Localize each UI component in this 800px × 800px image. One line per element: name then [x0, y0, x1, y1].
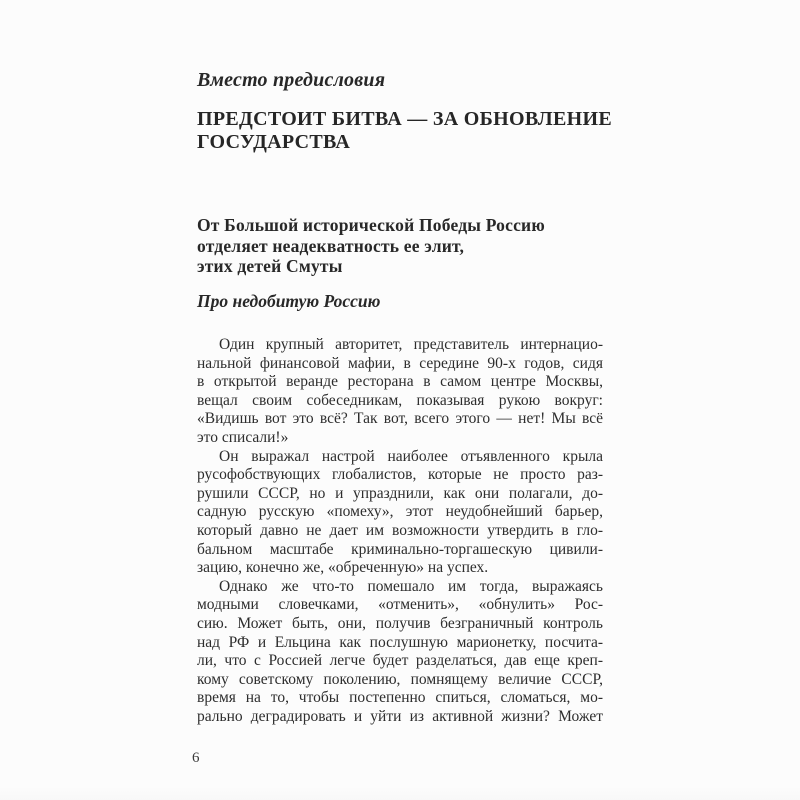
chapter-title-line: ПРЕДСТОИТ БИТВА — ЗА ОБНОВЛЕНИЕ — [197, 108, 612, 130]
text-line: садную русскую «помеху», этот неудобнейший барьер, — [197, 503, 603, 521]
text-line: кому советскому поколению, помнящему величие СССР, — [197, 670, 603, 688]
text-line: Однако же что-то помешало им тогда, выражаясь — [219, 577, 603, 595]
text-line: рально деградировать и уйти из активной жизни? Может — [197, 707, 603, 725]
body-text — [197, 336, 603, 726]
chapter-title — [197, 108, 612, 154]
text-line: это списали!» — [197, 428, 289, 446]
text-line: который давно не дает им возможности утвердить в гло- — [197, 521, 603, 539]
text-line: время на то, чтобы постепенно спиться, сломаться, мо- — [197, 689, 603, 707]
subtitle — [197, 215, 545, 277]
text-line: Один крупный авторитет, представитель интернацио- — [219, 336, 603, 353]
subtitle-line: От Большой исторической Победы Россию — [197, 215, 545, 235]
paragraph — [197, 448, 603, 578]
chapter-title-line: ГОСУДАРСТВА — [197, 131, 351, 153]
text-line: модными словечками, «отменить», «обнулить» Рос- — [197, 596, 603, 614]
section-heading: Про недобитую Россию — [197, 291, 381, 311]
text-line: зацию, конечно же, «обреченную» на успех. — [197, 559, 489, 577]
text-line: русофобствующих глобалистов, которые не просто раз- — [197, 466, 603, 484]
text-line: Он выражал настрой наиболее отъявленного крыла — [219, 447, 603, 465]
subtitle-line: отделяет неадекватность ее элит, — [197, 235, 465, 256]
text-line: рушили СССР, но и упразднили, как они полагали, до- — [197, 484, 603, 502]
text-line: над РФ и Ельцина как послушную марионетку, посчита- — [197, 633, 603, 651]
text-line: в открытой веранде ресторана в самом центре Москвы, — [197, 373, 603, 391]
text-line: нальной финансовой мафии, в середине 90-х годов, сидя — [197, 354, 603, 372]
text-line: сию. Может быть, они, получив безграничный контроль — [197, 614, 603, 632]
paragraph — [197, 578, 603, 727]
subtitle-line: этих детей Смуты — [197, 256, 343, 276]
text-line: ли, что с Россией легче будет разделаться, дав еще креп- — [197, 652, 603, 670]
text-line: вещал своим собеседникам, показывая рукою вокруг: — [197, 391, 603, 409]
page-number: 6 — [192, 750, 200, 766]
preface-heading: Вместо предисловия — [197, 69, 386, 91]
text-line: «Видишь вот это всё? Так вот, всего этого — нет! Мы всё — [197, 410, 603, 428]
paragraph — [197, 336, 603, 448]
text-line: бальном масштабе криминально-торгашескую цивили- — [197, 540, 603, 558]
